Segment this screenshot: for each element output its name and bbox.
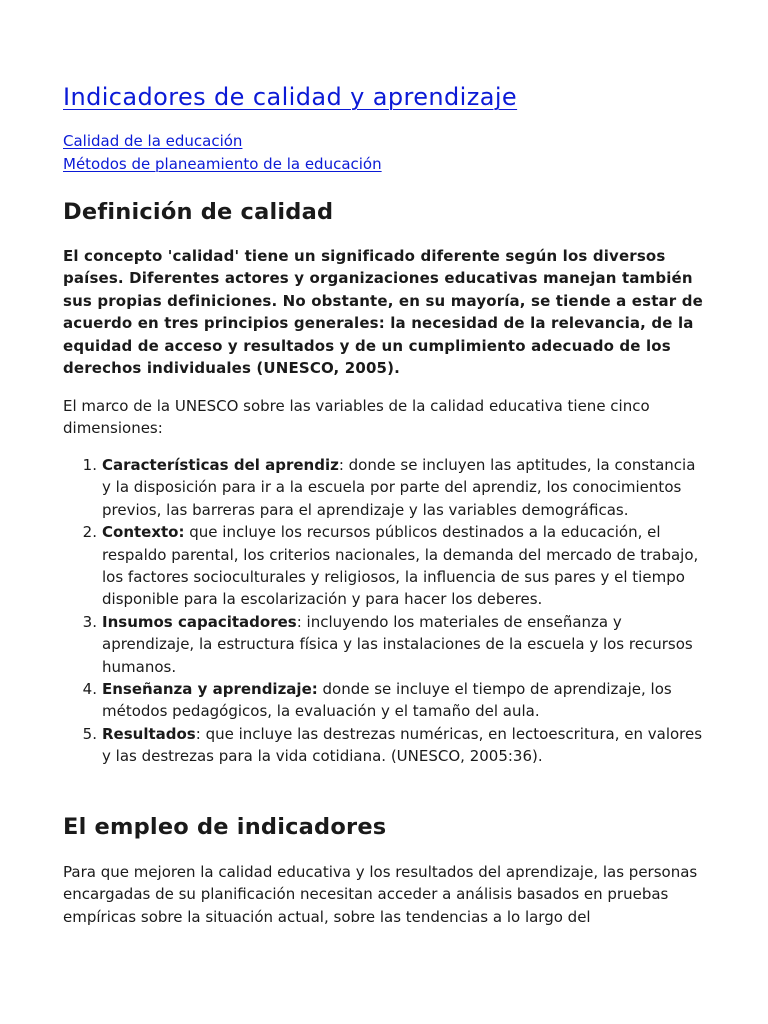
- list-item-text: donde se incluye el tiempo de aprendizaje, los métodos pedagógicos, la evaluación y el tamaño del aula.: [102, 680, 672, 721]
- dimensions-list: [63, 454, 708, 768]
- intro-paragraph: El concepto 'calidad' tiene un significado diferente según los diversos países. Diferentes actores y organizaciones educativas manejan también sus propias definiciones. No obstante, en su mayoría, se tiende a estar de acuerdo en tres principios generales: la necesidad de la relevancia, de la equidad de acceso y resultados y de un cumplimiento adecuado de los derechos individuales (UNESCO, 2005).: [63, 247, 703, 378]
- list-item-text: : donde se incluyen las aptitudes, la constancia y la disposición para ir a la escuela por parte del aprendiz, los conocimientos previos, las barreras para el aprendizaje y las variables demográficas.: [102, 456, 696, 519]
- unesco-frame-paragraph: El marco de la UNESCO sobre las variables de la calidad educativa tiene cinco dimensiones:: [63, 397, 650, 438]
- list-item-text: que incluye los recursos públicos destinados a la educación, el respaldo parental, los criterios nacionales, la demanda del mercado de trabajo, los factores socioculturales y religiosos, la influencia de sus pares y el tiempo disponible para la escolarización y para hacer los deberes.: [102, 523, 699, 609]
- list-item-text: : incluyendo los materiales de enseñanza y aprendizaje, la estructura física y las instalaciones de la escuela y los recursos humanos.: [102, 612, 693, 676]
- list-item: [102, 521, 708, 611]
- list-item: [102, 454, 708, 521]
- list-item: [102, 723, 708, 768]
- list-item-text: : que incluye las destrezas numéricas, en lectoescritura, en valores y las destrezas para la vida cotidiana. (UNESCO, 2005:36).: [102, 724, 703, 766]
- page-title: [63, 81, 517, 113]
- heading-definicion-calidad: Definición de calidad: [63, 199, 334, 225]
- related-links: [63, 130, 382, 176]
- list-item-term: Características del aprendiz: [102, 456, 339, 474]
- empleo-paragraph: Para que mejoren la calidad educativa y los resultados del aprendizaje, las personas encargadas de su planificación necesitan acceder a análisis basados en pruebas empíricas sobre la situación actual, sobre las tendencias a lo largo del: [63, 863, 698, 926]
- link-metodos-planeamiento[interactable]: Métodos de planeamiento de la educación: [63, 155, 382, 173]
- list-item: [102, 678, 708, 723]
- page-title-link[interactable]: Indicadores de calidad y aprendizaje: [63, 83, 518, 111]
- heading-empleo-indicadores: El empleo de indicadores: [63, 814, 387, 840]
- list-item-term: Contexto:: [102, 523, 185, 542]
- list-item: [102, 611, 708, 678]
- list-item-term: Resultados: [102, 724, 196, 743]
- list-item-term: Enseñanza y aprendizaje:: [102, 680, 318, 699]
- list-item-term: Insumos capacitadores: [102, 612, 297, 631]
- link-calidad-educacion[interactable]: Calidad de la educación: [63, 132, 243, 150]
